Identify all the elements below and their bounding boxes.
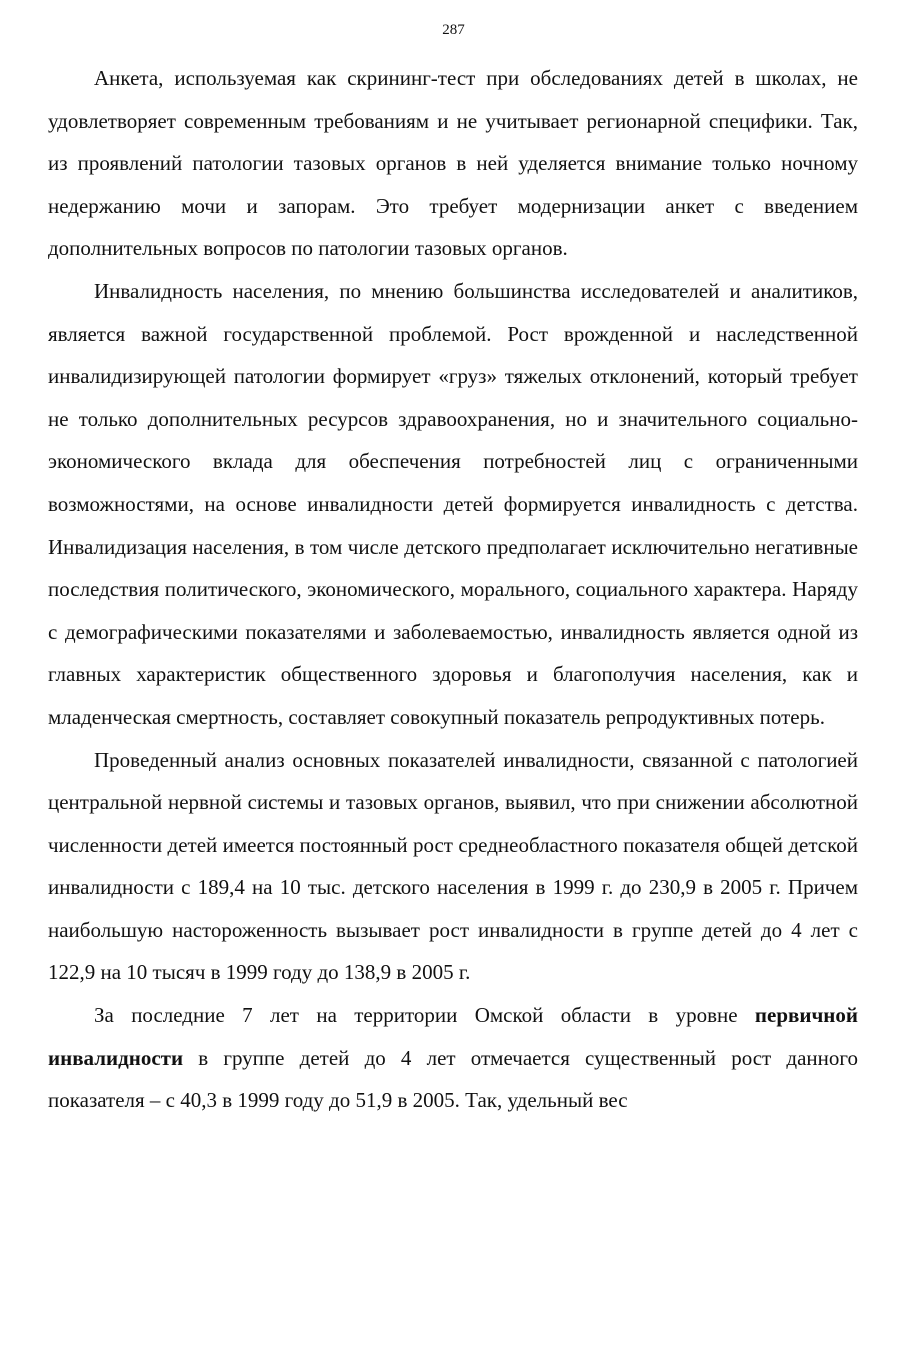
paragraph-primary-disability	[48, 994, 858, 1122]
paragraph-text-before: За последние 7 лет на территории Омской области в уровне	[94, 1003, 755, 1028]
body-text	[48, 57, 858, 1122]
page-number: 287	[442, 22, 465, 38]
paragraph-disability-population: Инвалидность населения, по мнению большинства исследователей и аналитиков, является важной государственной проблемой. Рост врожденной и наследственной инвалидизирующей патологии формирует «груз» тяжелых отклонений, который требует не только дополнительных ресурсов здравоохранения, но и значительного социально-экономического вклада для обеспечения потребностей лиц с ограниченными возможностями, на основе инвалидности детей формируется инвалидность с детства. Инвалидизация населения, в том числе детского предполагает исключительно негативные последствия политического, экономического, морального, социального характера. Наряду с демографическими показателями и заболеваемостью, инвалидность является одной из главных характеристик общественного здоровья и благополучия населения, как и младенческая смертность, составляет совокупный показатель репродуктивных потерь.	[48, 278, 858, 729]
bold-term-primary-disability: первичной инвалидности	[48, 1003, 858, 1070]
paragraph-text-after: в группе детей до 4 лет отмечается существенный рост данного показателя – с 40,3 в 1999 году до 51,9 в 2005. Так, удельный вес	[48, 1045, 858, 1113]
paragraph-analysis-indicators: Проведенный анализ основных показателей инвалидности, связанной с патологией центральной нервной системы и тазовых органов, выявил, что при снижении абсолютной численности детей имеется постоянный рост среднеобластного показателя общей детской инвалидности с 189,4 на 10 тыс. детского населения в 1999 г. до 230,9 в 2005 г. Причем наибольшую настороженность вызывает рост инвалидности в группе детей до 4 лет с 122,9 на 10 тысяч в 1999 году до 138,9 в 2005 г.	[48, 747, 858, 985]
paragraph-screening-questionnaire: Анкета, используемая как скрининг-тест при обследованиях детей в школах, не удовлетворяет современным требованиям и не учитывает регионарной специфики. Так, из проявлений патологии тазовых органов в ней уделяется внимание только ночному недержанию мочи и запорам. Это требует модернизации анкет с введением дополнительных вопросов по патологии тазовых органов.	[48, 66, 858, 261]
